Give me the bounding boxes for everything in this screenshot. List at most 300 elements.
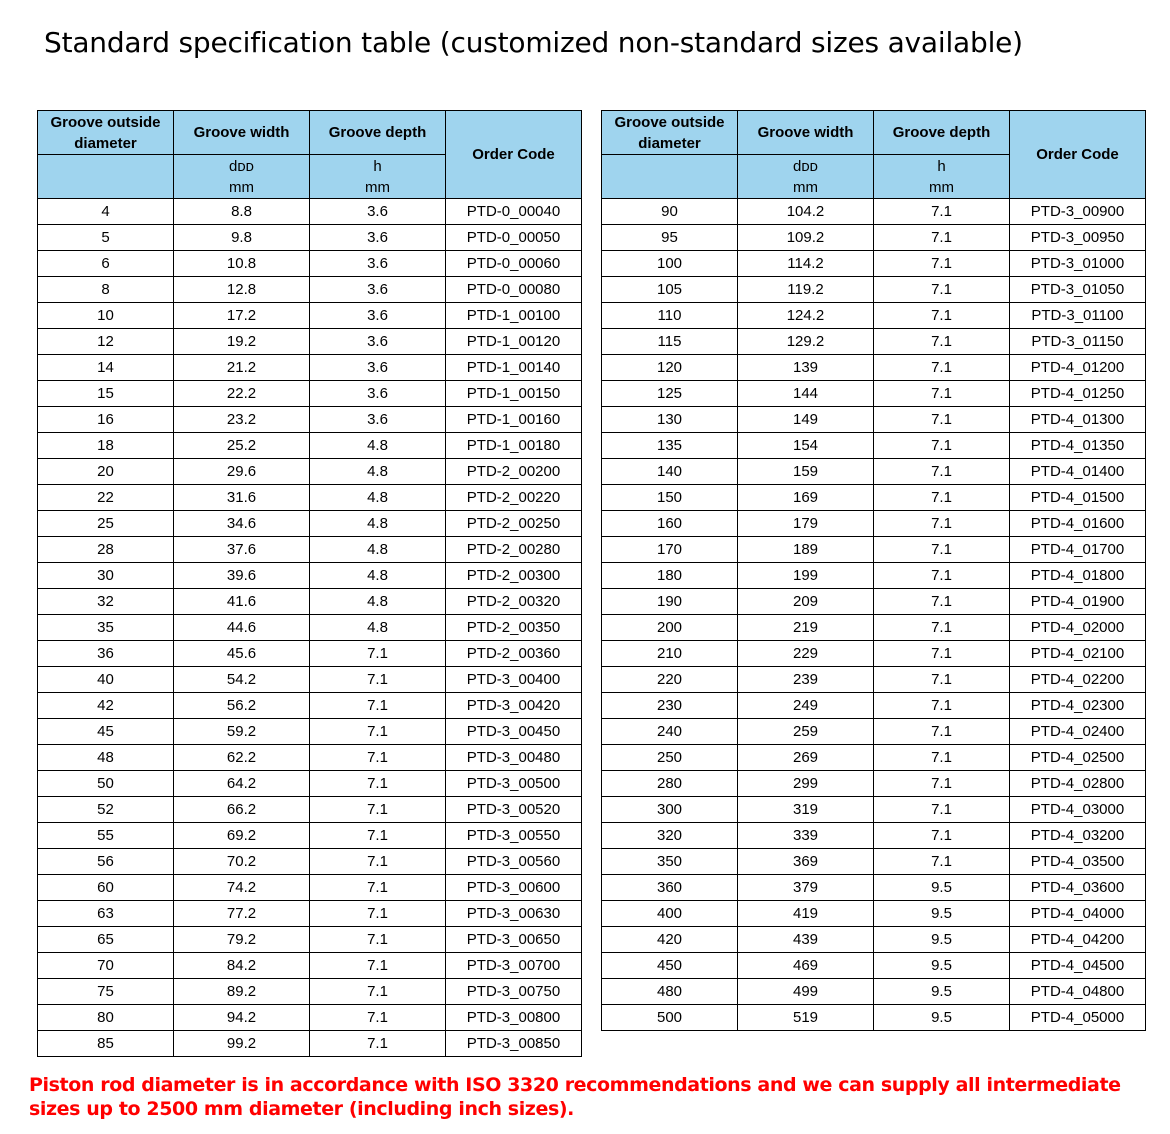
cell-groove-width: 269	[738, 745, 874, 771]
cell-outside-diameter: 52	[38, 797, 174, 823]
cell-groove-depth: 7.1	[310, 953, 446, 979]
cell-outside-diameter: 280	[602, 771, 738, 797]
cell-groove-depth: 3.6	[310, 277, 446, 303]
unit-mm: mm	[929, 178, 954, 196]
cell-order-code: PTD-3_00700	[446, 953, 582, 979]
cell-order-code: PTD-4_01200	[1010, 355, 1146, 381]
cell-order-code: PTD-3_00630	[446, 901, 582, 927]
table-body-right	[602, 199, 1146, 1031]
cell-outside-diameter: 500	[602, 1005, 738, 1031]
cell-order-code: PTD-4_04800	[1010, 979, 1146, 1005]
table-row	[602, 719, 1146, 745]
cell-groove-depth: 7.1	[874, 225, 1010, 251]
cell-groove-width: 64.2	[174, 771, 310, 797]
spec-table-right	[601, 110, 1146, 1031]
cell-groove-depth: 7.1	[310, 693, 446, 719]
cell-order-code: PTD-3_00950	[1010, 225, 1146, 251]
cell-order-code: PTD-4_02800	[1010, 771, 1146, 797]
table-row	[602, 407, 1146, 433]
cell-groove-depth: 7.1	[874, 459, 1010, 485]
cell-order-code: PTD-4_01250	[1010, 381, 1146, 407]
cell-groove-width: 74.2	[174, 875, 310, 901]
cell-groove-depth: 7.1	[874, 407, 1010, 433]
table-row	[38, 563, 582, 589]
cell-order-code: PTD-2_00320	[446, 589, 582, 615]
table-row	[38, 901, 582, 927]
cell-groove-width: 79.2	[174, 927, 310, 953]
table-row	[602, 693, 1146, 719]
cell-groove-depth: 7.1	[310, 719, 446, 745]
cell-groove-width: 12.8	[174, 277, 310, 303]
cell-groove-width: 69.2	[174, 823, 310, 849]
cell-groove-depth: 4.8	[310, 459, 446, 485]
table-row	[602, 277, 1146, 303]
cell-groove-depth: 7.1	[310, 1031, 446, 1057]
cell-outside-diameter: 90	[602, 199, 738, 225]
cell-groove-depth: 7.1	[310, 849, 446, 875]
cell-groove-depth: 7.1	[874, 355, 1010, 381]
cell-outside-diameter: 95	[602, 225, 738, 251]
cell-order-code: PTD-4_04500	[1010, 953, 1146, 979]
cell-order-code: PTD-0_00040	[446, 199, 582, 225]
cell-groove-width: 519	[738, 1005, 874, 1031]
cell-outside-diameter: 75	[38, 979, 174, 1005]
table-row	[602, 745, 1146, 771]
cell-outside-diameter: 56	[38, 849, 174, 875]
cell-order-code: PTD-3_00850	[446, 1031, 582, 1057]
cell-order-code: PTD-3_00450	[446, 719, 582, 745]
cell-groove-depth: 7.1	[310, 667, 446, 693]
header-sub-groove-depth	[310, 155, 446, 199]
cell-outside-diameter: 250	[602, 745, 738, 771]
table-row	[38, 953, 582, 979]
cell-groove-width: 29.6	[174, 459, 310, 485]
table-row	[602, 459, 1146, 485]
cell-outside-diameter: 150	[602, 485, 738, 511]
cell-order-code: PTD-3_01100	[1010, 303, 1146, 329]
cell-outside-diameter: 85	[38, 1031, 174, 1057]
table-row	[38, 589, 582, 615]
cell-order-code: PTD-3_00560	[446, 849, 582, 875]
table-row	[38, 1005, 582, 1031]
table-row	[602, 251, 1146, 277]
cell-outside-diameter: 450	[602, 953, 738, 979]
table-row	[38, 875, 582, 901]
cell-groove-depth: 7.1	[874, 277, 1010, 303]
cell-groove-depth: 7.1	[874, 303, 1010, 329]
cell-groove-depth: 9.5	[874, 979, 1010, 1005]
cell-groove-depth: 7.1	[310, 771, 446, 797]
table-row	[38, 459, 582, 485]
cell-order-code: PTD-0_00050	[446, 225, 582, 251]
cell-order-code: PTD-3_01000	[1010, 251, 1146, 277]
cell-groove-width: 17.2	[174, 303, 310, 329]
cell-groove-width: 259	[738, 719, 874, 745]
cell-groove-depth: 7.1	[310, 745, 446, 771]
cell-order-code: PTD-3_00900	[1010, 199, 1146, 225]
cell-outside-diameter: 230	[602, 693, 738, 719]
cell-order-code: PTD-3_00500	[446, 771, 582, 797]
cell-groove-width: 84.2	[174, 953, 310, 979]
table-row	[602, 771, 1146, 797]
cell-groove-width: 179	[738, 511, 874, 537]
cell-outside-diameter: 210	[602, 641, 738, 667]
cell-groove-depth: 7.1	[310, 901, 446, 927]
cell-groove-depth: 7.1	[310, 1005, 446, 1031]
cell-groove-depth: 7.1	[874, 589, 1010, 615]
cell-order-code: PTD-1_00180	[446, 433, 582, 459]
cell-outside-diameter: 180	[602, 563, 738, 589]
cell-groove-depth: 7.1	[874, 251, 1010, 277]
cell-groove-width: 299	[738, 771, 874, 797]
cell-outside-diameter: 36	[38, 641, 174, 667]
table-row	[38, 771, 582, 797]
cell-groove-width: 249	[738, 693, 874, 719]
spec-table-left	[37, 110, 582, 1057]
table-row	[38, 823, 582, 849]
header-sub-groove-width	[738, 155, 874, 199]
cell-groove-width: 54.2	[174, 667, 310, 693]
table-row	[602, 1005, 1146, 1031]
cell-outside-diameter: 130	[602, 407, 738, 433]
cell-groove-depth: 9.5	[874, 1005, 1010, 1031]
cell-outside-diameter: 70	[38, 953, 174, 979]
table-row	[38, 199, 582, 225]
table-row	[38, 719, 582, 745]
cell-order-code: PTD-3_00600	[446, 875, 582, 901]
cell-outside-diameter: 15	[38, 381, 174, 407]
cell-outside-diameter: 125	[602, 381, 738, 407]
cell-outside-diameter: 420	[602, 927, 738, 953]
cell-groove-depth: 3.6	[310, 407, 446, 433]
cell-order-code: PTD-2_00360	[446, 641, 582, 667]
cell-groove-depth: 4.8	[310, 563, 446, 589]
cell-order-code: PTD-0_00080	[446, 277, 582, 303]
cell-order-code: PTD-4_02400	[1010, 719, 1146, 745]
cell-groove-width: 9.8	[174, 225, 310, 251]
cell-groove-depth: 7.1	[874, 485, 1010, 511]
cell-groove-width: 44.6	[174, 615, 310, 641]
cell-groove-depth: 3.6	[310, 303, 446, 329]
header-groove-outside-diameter: Groove outside diameter	[602, 111, 738, 155]
cell-order-code: PTD-4_03500	[1010, 849, 1146, 875]
table-row	[38, 355, 582, 381]
cell-order-code: PTD-4_01800	[1010, 563, 1146, 589]
cell-outside-diameter: 350	[602, 849, 738, 875]
table-row	[602, 329, 1146, 355]
cell-outside-diameter: 12	[38, 329, 174, 355]
table-row	[38, 667, 582, 693]
symbol-h: h	[373, 157, 382, 175]
table-row	[602, 433, 1146, 459]
header-order-code: Order Code	[1010, 111, 1146, 199]
cell-groove-width: 119.2	[738, 277, 874, 303]
cell-order-code: PTD-2_00220	[446, 485, 582, 511]
cell-groove-width: 499	[738, 979, 874, 1005]
cell-outside-diameter: 42	[38, 693, 174, 719]
cell-outside-diameter: 100	[602, 251, 738, 277]
cell-order-code: PTD-4_04000	[1010, 901, 1146, 927]
table-row	[602, 979, 1146, 1005]
table-row	[602, 303, 1146, 329]
table-row	[38, 537, 582, 563]
cell-groove-width: 104.2	[738, 199, 874, 225]
cell-outside-diameter: 135	[602, 433, 738, 459]
cell-groove-depth: 4.8	[310, 485, 446, 511]
cell-order-code: PTD-4_05000	[1010, 1005, 1146, 1031]
cell-groove-width: 339	[738, 823, 874, 849]
cell-order-code: PTD-4_01350	[1010, 433, 1146, 459]
cell-groove-width: 59.2	[174, 719, 310, 745]
cell-groove-depth: 7.1	[874, 641, 1010, 667]
cell-outside-diameter: 30	[38, 563, 174, 589]
cell-outside-diameter: 50	[38, 771, 174, 797]
cell-groove-width: 469	[738, 953, 874, 979]
cell-order-code: PTD-4_03000	[1010, 797, 1146, 823]
cell-groove-width: 77.2	[174, 901, 310, 927]
cell-groove-width: 379	[738, 875, 874, 901]
cell-groove-width: 144	[738, 381, 874, 407]
symbol-h: h	[937, 157, 946, 175]
cell-outside-diameter: 20	[38, 459, 174, 485]
cell-outside-diameter: 65	[38, 927, 174, 953]
cell-order-code: PTD-4_01700	[1010, 537, 1146, 563]
header-groove-width: Groove width	[738, 111, 874, 155]
cell-groove-depth: 3.6	[310, 355, 446, 381]
cell-order-code: PTD-2_00250	[446, 511, 582, 537]
symbol-d: dᴅᴅ	[793, 157, 818, 175]
table-row	[602, 823, 1146, 849]
unit-mm: mm	[229, 178, 254, 196]
cell-outside-diameter: 18	[38, 433, 174, 459]
cell-outside-diameter: 14	[38, 355, 174, 381]
cell-outside-diameter: 220	[602, 667, 738, 693]
cell-groove-width: 31.6	[174, 485, 310, 511]
cell-groove-depth: 7.1	[874, 823, 1010, 849]
cell-outside-diameter: 480	[602, 979, 738, 1005]
table-row	[38, 485, 582, 511]
symbol-d: dᴅᴅ	[229, 157, 254, 175]
table-row	[38, 251, 582, 277]
cell-outside-diameter: 80	[38, 1005, 174, 1031]
cell-groove-depth: 7.1	[874, 771, 1010, 797]
cell-groove-width: 114.2	[738, 251, 874, 277]
cell-groove-depth: 4.8	[310, 615, 446, 641]
cell-outside-diameter: 170	[602, 537, 738, 563]
cell-groove-width: 25.2	[174, 433, 310, 459]
cell-groove-width: 39.6	[174, 563, 310, 589]
cell-groove-width: 239	[738, 667, 874, 693]
cell-groove-width: 124.2	[738, 303, 874, 329]
cell-groove-width: 169	[738, 485, 874, 511]
table-row	[602, 199, 1146, 225]
header-sub-empty	[602, 155, 738, 199]
table-row	[602, 849, 1146, 875]
cell-groove-width: 62.2	[174, 745, 310, 771]
header-sub-groove-depth	[874, 155, 1010, 199]
cell-groove-depth: 4.8	[310, 511, 446, 537]
cell-groove-depth: 9.5	[874, 953, 1010, 979]
table-row	[38, 303, 582, 329]
cell-groove-depth: 7.1	[874, 199, 1010, 225]
cell-outside-diameter: 55	[38, 823, 174, 849]
cell-order-code: PTD-1_00160	[446, 407, 582, 433]
cell-groove-depth: 7.1	[874, 667, 1010, 693]
header-groove-depth: Groove depth	[310, 111, 446, 155]
table-row	[38, 511, 582, 537]
cell-groove-width: 219	[738, 615, 874, 641]
table-row	[602, 511, 1146, 537]
cell-outside-diameter: 300	[602, 797, 738, 823]
table-row	[602, 589, 1146, 615]
cell-order-code: PTD-3_00650	[446, 927, 582, 953]
table-row	[38, 927, 582, 953]
cell-groove-width: 199	[738, 563, 874, 589]
cell-groove-depth: 7.1	[310, 641, 446, 667]
cell-groove-width: 34.6	[174, 511, 310, 537]
cell-outside-diameter: 320	[602, 823, 738, 849]
table-row	[602, 901, 1146, 927]
cell-groove-depth: 3.6	[310, 199, 446, 225]
header-groove-depth: Groove depth	[874, 111, 1010, 155]
cell-outside-diameter: 105	[602, 277, 738, 303]
cell-groove-width: 149	[738, 407, 874, 433]
table-row	[602, 927, 1146, 953]
unit-mm: mm	[793, 178, 818, 196]
cell-order-code: PTD-4_02500	[1010, 745, 1146, 771]
table-row	[602, 797, 1146, 823]
cell-order-code: PTD-4_01900	[1010, 589, 1146, 615]
cell-order-code: PTD-3_00520	[446, 797, 582, 823]
cell-groove-width: 109.2	[738, 225, 874, 251]
cell-order-code: PTD-2_00200	[446, 459, 582, 485]
cell-groove-depth: 7.1	[874, 745, 1010, 771]
cell-order-code: PTD-4_01300	[1010, 407, 1146, 433]
cell-order-code: PTD-3_00800	[446, 1005, 582, 1031]
cell-outside-diameter: 35	[38, 615, 174, 641]
cell-order-code: PTD-4_02200	[1010, 667, 1146, 693]
table-row	[38, 849, 582, 875]
cell-groove-depth: 9.5	[874, 901, 1010, 927]
table-row	[602, 667, 1146, 693]
cell-order-code: PTD-4_02000	[1010, 615, 1146, 641]
table-row	[602, 953, 1146, 979]
cell-order-code: PTD-1_00120	[446, 329, 582, 355]
table-row	[602, 485, 1146, 511]
cell-order-code: PTD-3_01050	[1010, 277, 1146, 303]
cell-groove-width: 229	[738, 641, 874, 667]
cell-outside-diameter: 16	[38, 407, 174, 433]
cell-groove-width: 37.6	[174, 537, 310, 563]
cell-groove-width: 139	[738, 355, 874, 381]
cell-groove-depth: 4.8	[310, 433, 446, 459]
cell-order-code: PTD-2_00300	[446, 563, 582, 589]
cell-groove-width: 21.2	[174, 355, 310, 381]
cell-groove-width: 154	[738, 433, 874, 459]
unit-mm: mm	[365, 178, 390, 196]
cell-groove-width: 19.2	[174, 329, 310, 355]
table-row	[38, 1031, 582, 1057]
cell-outside-diameter: 400	[602, 901, 738, 927]
table-row	[38, 745, 582, 771]
cell-groove-width: 10.8	[174, 251, 310, 277]
table-row	[602, 875, 1146, 901]
table-row	[38, 225, 582, 251]
cell-order-code: PTD-3_00400	[446, 667, 582, 693]
cell-outside-diameter: 8	[38, 277, 174, 303]
cell-groove-depth: 7.1	[874, 797, 1010, 823]
cell-outside-diameter: 4	[38, 199, 174, 225]
cell-outside-diameter: 6	[38, 251, 174, 277]
cell-outside-diameter: 200	[602, 615, 738, 641]
cell-order-code: PTD-1_00140	[446, 355, 582, 381]
cell-order-code: PTD-4_03600	[1010, 875, 1146, 901]
cell-groove-width: 369	[738, 849, 874, 875]
cell-outside-diameter: 60	[38, 875, 174, 901]
cell-groove-depth: 4.8	[310, 537, 446, 563]
cell-groove-depth: 9.5	[874, 927, 1010, 953]
cell-order-code: PTD-3_00480	[446, 745, 582, 771]
cell-groove-depth: 7.1	[310, 927, 446, 953]
cell-groove-depth: 7.1	[874, 849, 1010, 875]
cell-order-code: PTD-4_01400	[1010, 459, 1146, 485]
header-groove-width: Groove width	[174, 111, 310, 155]
cell-outside-diameter: 32	[38, 589, 174, 615]
cell-groove-width: 56.2	[174, 693, 310, 719]
cell-groove-depth: 3.6	[310, 225, 446, 251]
table-row	[38, 641, 582, 667]
cell-groove-width: 94.2	[174, 1005, 310, 1031]
cell-order-code: PTD-2_00280	[446, 537, 582, 563]
page-title: Standard specification table (customized non-standard sizes available)	[44, 26, 1023, 59]
cell-outside-diameter: 63	[38, 901, 174, 927]
cell-groove-width: 419	[738, 901, 874, 927]
table-row	[38, 381, 582, 407]
cell-groove-depth: 7.1	[874, 381, 1010, 407]
cell-groove-depth: 3.6	[310, 381, 446, 407]
table-row	[38, 407, 582, 433]
cell-order-code: PTD-3_00420	[446, 693, 582, 719]
cell-outside-diameter: 115	[602, 329, 738, 355]
header-sub-groove-width	[174, 155, 310, 199]
cell-order-code: PTD-4_01500	[1010, 485, 1146, 511]
cell-groove-width: 8.8	[174, 199, 310, 225]
cell-groove-width: 439	[738, 927, 874, 953]
cell-outside-diameter: 28	[38, 537, 174, 563]
cell-outside-diameter: 110	[602, 303, 738, 329]
cell-groove-depth: 7.1	[874, 329, 1010, 355]
cell-groove-width: 45.6	[174, 641, 310, 667]
header-order-code: Order Code	[446, 111, 582, 199]
header-sub-empty	[38, 155, 174, 199]
table-row	[38, 693, 582, 719]
cell-outside-diameter: 5	[38, 225, 174, 251]
cell-groove-depth: 7.1	[310, 797, 446, 823]
cell-order-code: PTD-0_00060	[446, 251, 582, 277]
cell-outside-diameter: 40	[38, 667, 174, 693]
cell-order-code: PTD-4_04200	[1010, 927, 1146, 953]
cell-order-code: PTD-4_03200	[1010, 823, 1146, 849]
cell-outside-diameter: 240	[602, 719, 738, 745]
table-row	[602, 225, 1146, 251]
cell-outside-diameter: 160	[602, 511, 738, 537]
cell-outside-diameter: 190	[602, 589, 738, 615]
cell-order-code: PTD-4_02300	[1010, 693, 1146, 719]
cell-groove-depth: 9.5	[874, 875, 1010, 901]
cell-groove-width: 189	[738, 537, 874, 563]
table-row	[602, 563, 1146, 589]
cell-order-code: PTD-1_00150	[446, 381, 582, 407]
